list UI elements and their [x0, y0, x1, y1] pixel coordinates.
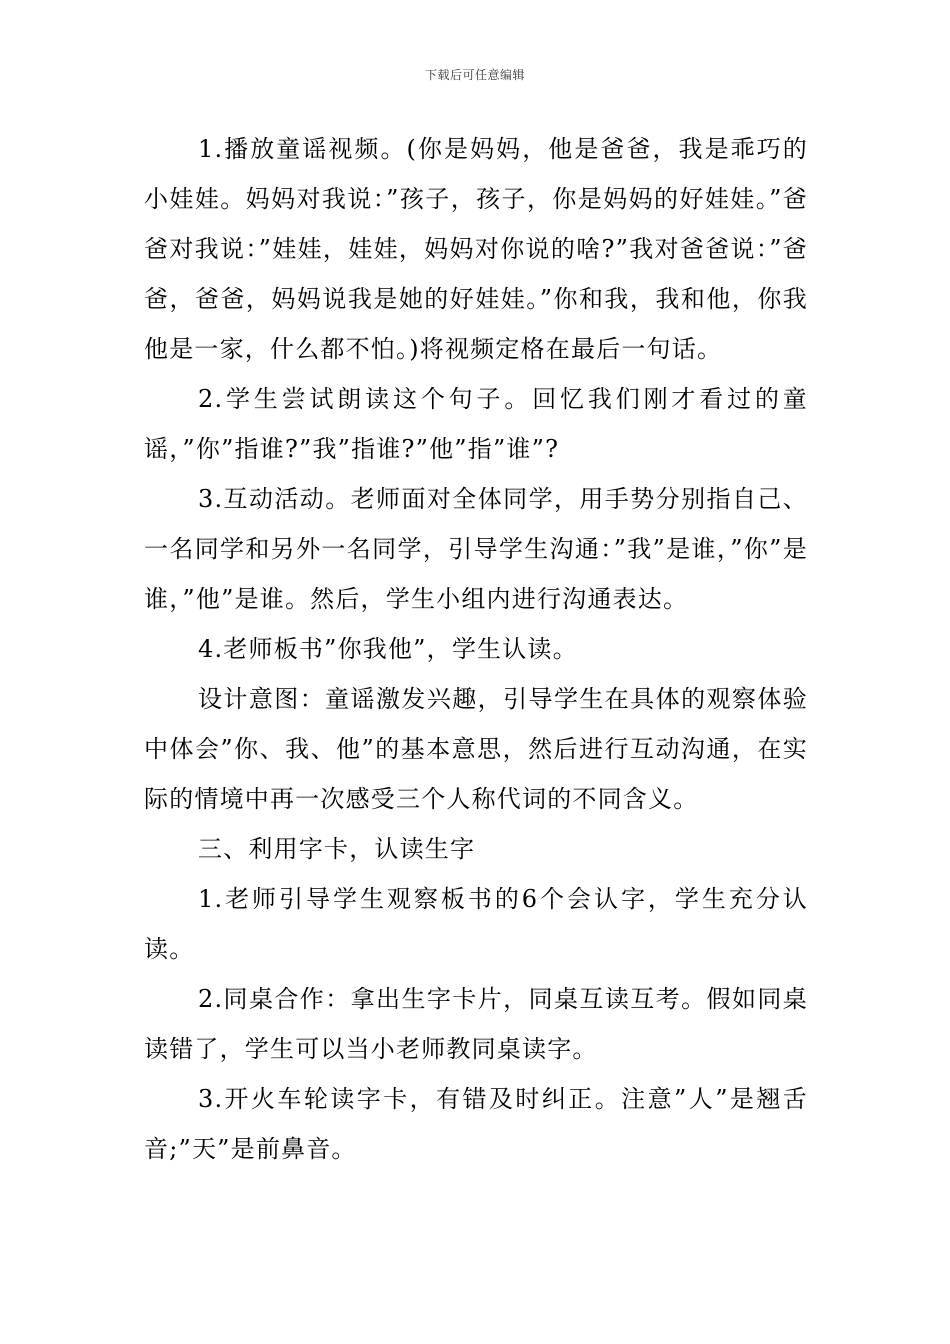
- paragraph-interactive-activity: 3.互动活动。老师面对全体同学，用手势分别指自己、一名同学和另外一名同学，引导学生沟通：”我”是谁，”你”是谁，”他”是谁。然后，学生小组内进行沟通表达。: [144, 485, 808, 613]
- paragraph-play-video: 1.播放童谣视频。(你是妈妈，他是爸爸，我是乖巧的小娃娃。妈妈对我说：”孩子，孩子，你是妈妈的好娃娃。”爸爸对我说：”娃娃，娃娃，妈妈对你说的啥?”我对爸爸说：”爸爸，爸爸，妈妈说我是她的好娃娃。”你和我，我和他，你我他是一家，什么都不怕。)将视频定格在最后一句话。: [144, 135, 808, 363]
- section-heading-word-cards: 三、利用字卡，认读生字: [198, 835, 476, 863]
- paragraph-design-intent: 设计意图：童谣激发兴趣，引导学生在具体的观察体验中体会”你、我、他”的基本意思，然后进行互动沟通，在实际的情境中再一次感受三个人称代词的不同含义。: [144, 685, 808, 813]
- paragraph-read-sentence: 2.学生尝试朗读这个句子。回忆我们刚才看过的童谣，”你”指谁?”我”指谁?”他”指”谁”?: [144, 385, 808, 463]
- paragraph-observe-characters: 1.老师引导学生观察板书的6个会认字，学生充分认读。: [144, 885, 808, 963]
- paragraph-desk-mate-cooperation: 2.同桌合作：拿出生字卡片，同桌互读互考。假如同桌读错了，学生可以当小老师教同桌读字。: [144, 985, 808, 1063]
- paragraph-train-reading: 3.开火车轮读字卡，有错及时纠正。注意”人”是翘舌音;”天”是前鼻音。: [144, 1085, 808, 1163]
- page-header: 下载后可任意编辑: [424, 68, 525, 82]
- paragraph-board-writing: 4.老师板书”你我他”，学生认读。: [198, 635, 578, 663]
- document-body: [144, 124, 808, 1174]
